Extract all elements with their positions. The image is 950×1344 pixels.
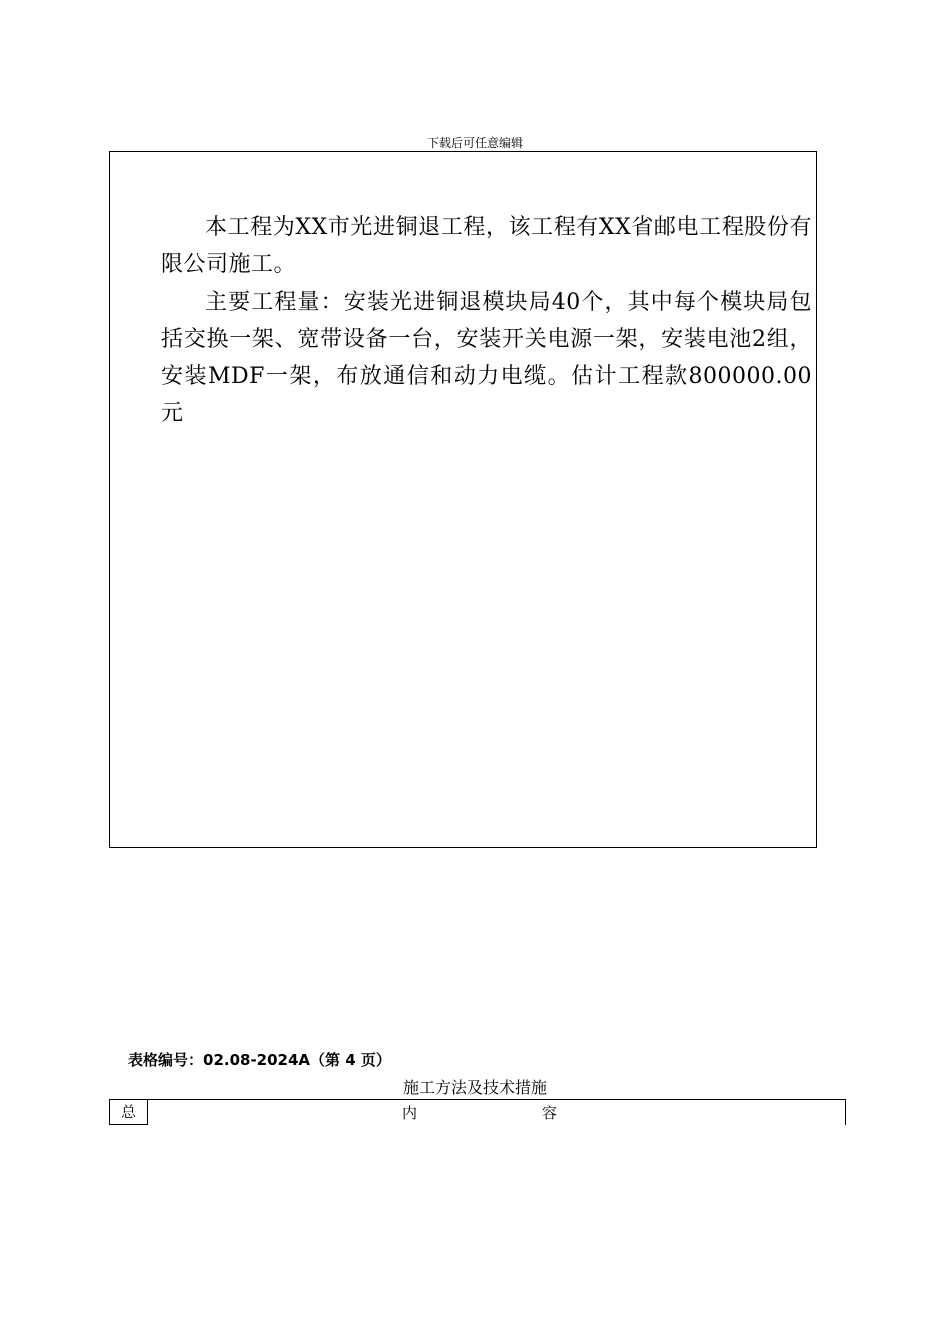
project-description-box [109,151,817,848]
table-header-content [148,1100,845,1125]
table-header-content-part2: 容 [542,1104,558,1122]
methods-table [109,1099,846,1125]
header-note: 下载后可任意编辑 [426,136,523,150]
form-number: 表格编号：02.08-2024A（第 4 页） [128,1051,391,1069]
table-header-total: 总 [110,1100,148,1125]
description-paragraph-1: 本工程为XX市光进铜退工程，该工程有XX省邮电工程股份有限公司施工。 [161,215,812,277]
table-header-content-part1: 内 [402,1104,418,1122]
section-title: 施工方法及技术措施 [402,1078,547,1097]
description-paragraph-2: 主要工程量：安装光进铜退模块局40个，其中每个模块局包括交换一架、宽带设备一台，安装开关电源一架，安装电池2组，安装MDF一架，布放通信和动力电缆。估计工程款800000.00元 [161,290,812,426]
